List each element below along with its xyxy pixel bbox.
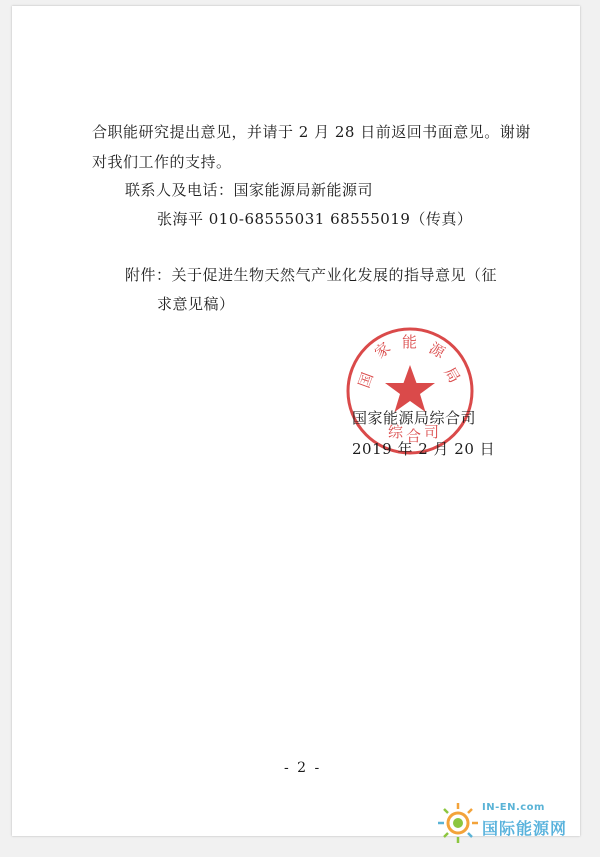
page-number: - 2 - (284, 760, 322, 776)
contact-detail: 张海平 010-68555031 68555019（传真） (157, 210, 473, 228)
official-seal-stamp (344, 325, 476, 457)
watermark-chinese: 国际能源网 (482, 819, 568, 838)
svg-text:家: 家 (371, 338, 395, 363)
svg-text:合: 合 (406, 427, 422, 445)
document-page (12, 6, 580, 836)
watermark-english: IN-EN.com (482, 802, 545, 813)
body-line-2: 对我们工作的支持。 (92, 153, 232, 171)
contact-line: 联系人及电话：国家能源局新能源司 (125, 181, 374, 199)
attachment-line-1: 附件：关于促进生物天然气产业化发展的指导意见（征 (125, 266, 498, 284)
site-watermark (436, 799, 586, 847)
svg-text:综: 综 (388, 423, 404, 441)
attachment-line-2: 求意见稿） (157, 295, 235, 313)
svg-text:能: 能 (402, 333, 418, 351)
body-line-1: 合职能研究提出意见，并请于 2 月 28 日前返回书面意见。谢谢 (92, 123, 531, 141)
issue-date: 2019 年 2 月 20 日 (352, 440, 496, 458)
svg-text:司: 司 (424, 423, 440, 441)
svg-text:源: 源 (426, 338, 449, 362)
issuer-signature: 国家能源局综合司 (352, 409, 477, 427)
svg-text:国: 国 (354, 370, 377, 391)
svg-text:局: 局 (440, 364, 464, 387)
seal-star-icon (385, 365, 435, 412)
sun-logo-icon (436, 801, 480, 845)
